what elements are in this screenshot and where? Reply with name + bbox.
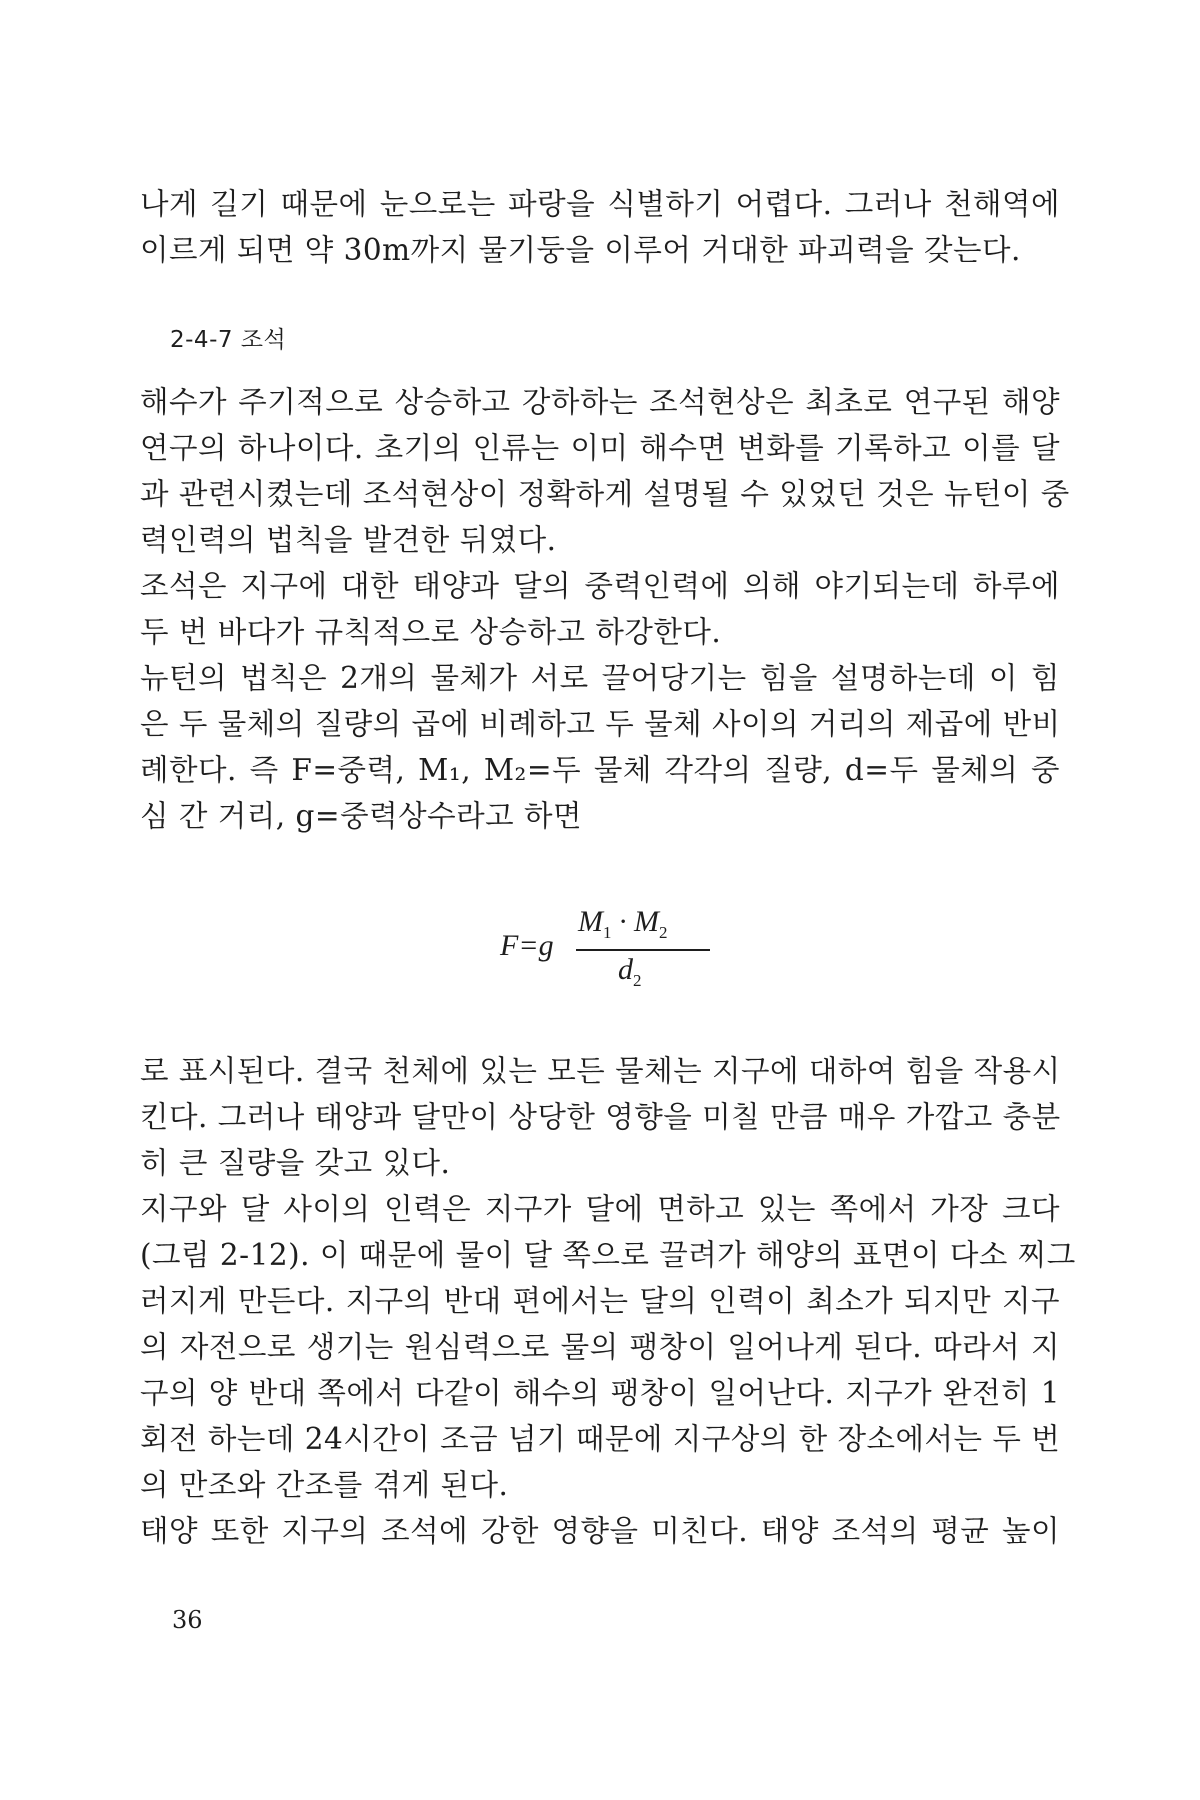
text-line: 킨다. 그러나 태양과 달만이 상당한 영향을 미칠 만큼 매우 가깝고 충분 [140,1100,1061,1134]
section-heading: 2-4-7 조석 [170,327,287,353]
text-line: 심 간 거리, g=중력상수라고 하면 [140,799,582,833]
formula-m1: M [578,905,603,938]
text-line: 례한다. 즉 F=중력, M₁, M₂=두 물체 각각의 질량, d=두 물체의 중 [140,753,1060,787]
formula-denominator [618,953,642,991]
text-line: 조석은 지구에 대한 태양과 달의 중력인력에 의해 야기되는데 하루에 [140,569,1060,603]
text-line: 뉴턴의 법칙은 2개의 물체가 서로 끌어당기는 힘을 설명하는데 이 힘 [140,661,1060,695]
text-line: 해수가 주기적으로 상승하고 강하하는 조석현상은 최초로 연구된 해양 [140,385,1060,419]
tides-explanation-paragraphs [140,1048,1076,1554]
intro-paragraph [140,181,1060,273]
gravity-formula [500,905,720,995]
formula-numerator [578,905,668,943]
text-line: 의 만조와 간조를 겪게 된다. [140,1468,509,1502]
formula-d: d [618,953,633,986]
text-line: 지구와 달 사이의 인력은 지구가 달에 면하고 있는 쪽에서 가장 크다 [140,1192,1060,1226]
text-line: 히 큰 질량을 갖고 있다. [140,1146,451,1180]
text-line: 의 자전으로 생기는 원심력으로 물의 팽창이 일어나게 된다. 따라서 지 [140,1330,1060,1364]
text-line: 과 관련시켰는데 조석현상이 정확하게 설명될 수 있었던 것은 뉴턴이 중 [140,477,1070,511]
formula-sub1: 1 [603,923,612,942]
text-line: 연구의 하나이다. 초기의 인류는 이미 해수면 변화를 기록하고 이를 달 [140,431,1060,465]
formula-dot: · [611,905,634,938]
text-line: 나게 길기 때문에 눈으로는 파랑을 식별하기 어렵다. 그러나 천해역에 [140,187,1060,221]
fraction-bar [576,949,710,951]
tides-paragraphs [140,379,1070,839]
formula-sub2: 2 [659,923,668,942]
page-number: 36 [172,1606,203,1634]
text-line: 은 두 물체의 질량의 곱에 비례하고 두 물체 사이의 거리의 제곱에 반비 [140,707,1061,741]
formula-m2: M [634,905,659,938]
formula-lhs: F=g [500,929,554,962]
text-line: 력인력의 법칙을 발견한 뒤였다. [140,523,557,557]
formula-sub-d: 2 [633,971,642,990]
text-line: 러지게 만든다. 지구의 반대 편에서는 달의 인력이 최소가 되지만 지구 [140,1284,1060,1318]
text-line: (그림 2-12). 이 때문에 물이 달 쪽으로 끌려가 해양의 표면이 다소 찌그 [140,1238,1076,1272]
text-line: 이르게 되면 약 30m까지 물기둥을 이루어 거대한 파괴력을 갖는다. [140,233,1021,267]
text-line: 구의 양 반대 쪽에서 다같이 해수의 팽창이 일어난다. 지구가 완전히 1 [140,1376,1060,1410]
text-line: 태양 또한 지구의 조석에 강한 영향을 미친다. 태양 조석의 평균 높이 [140,1514,1060,1548]
text-line: 회전 하는데 24시간이 조금 넘기 때문에 지구상의 한 장소에서는 두 번 [140,1422,1061,1456]
text-line: 로 표시된다. 결국 천체에 있는 모든 물체는 지구에 대하여 힘을 작용시 [140,1054,1061,1088]
text-line: 두 번 바다가 규칙적으로 상승하고 하강한다. [140,615,722,649]
